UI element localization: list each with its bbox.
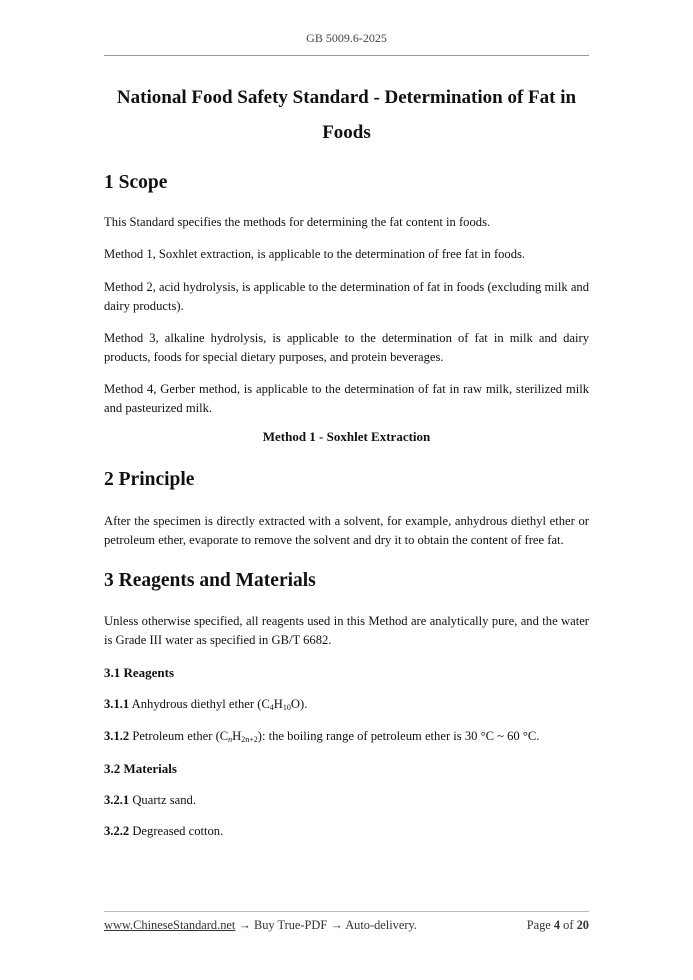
material-item	[104, 791, 589, 810]
document-title	[104, 80, 589, 150]
subscript: 4	[269, 703, 274, 712]
subscript: 2n+2	[241, 735, 258, 744]
buy-text: Buy True-PDF	[253, 918, 328, 932]
paragraph: After the specimen is directly extracted with a solvent, for example, anhydrous diethyl ether or petroleum ether, evaporate to remove the solvent and dry it to obtain the content of free fat.	[104, 514, 589, 547]
arrow-icon: →	[235, 918, 254, 932]
text: ): the boiling range of petroleum ether is 30 °C ~ 60 °C.	[257, 729, 540, 743]
paragraph: This Standard specifies the methods for determining the fat content in foods.	[104, 215, 491, 229]
paragraph: Method 4, Gerber method, is applicable to the determination of fat in raw milk, sterilized milk and pasteurized milk.	[104, 382, 589, 415]
arrow-icon: →	[327, 918, 346, 932]
text: Petroleum ether (C	[129, 729, 229, 743]
page-indicator	[527, 918, 589, 933]
text: H	[232, 729, 242, 743]
reagent-item	[104, 695, 589, 718]
total-pages: 20	[576, 918, 589, 932]
reagent-item	[104, 727, 589, 750]
section-heading-scope: 1 Scope	[104, 172, 168, 193]
subscript: n	[228, 735, 233, 744]
title-line-1: National Food Safety Standard - Determination of Fat in	[116, 87, 577, 108]
footer	[104, 918, 589, 933]
subsection-heading-reagents: 3.1 Reagents	[104, 665, 175, 680]
title-line-2: Foods	[322, 122, 371, 143]
website-link[interactable]: www.ChineseStandard.net	[104, 918, 236, 932]
document-code-header: GB 5009.6-2025	[306, 31, 387, 45]
material-item	[104, 822, 589, 841]
paragraph: Method 3, alkaline hydrolysis, is applicable to the determination of fat in milk and dairy products, foods for special dietary purposes, and protein beverages.	[104, 331, 589, 364]
of-label: of	[560, 918, 577, 932]
item-number: 3.2.2	[104, 824, 130, 838]
subscript: 10	[282, 703, 291, 712]
text: O).	[290, 697, 308, 711]
auto-delivery-text: Auto-delivery.	[345, 918, 417, 932]
text: Quartz sand.	[129, 793, 196, 807]
current-page: 4	[553, 918, 561, 932]
section-heading-reagents-materials: 3 Reagents and Materials	[104, 570, 316, 591]
subsection-heading-materials: 3.2 Materials	[104, 761, 177, 776]
header-divider	[104, 55, 589, 56]
item-number: 3.2.1	[104, 793, 130, 807]
method-heading: Method 1 - Soxhlet Extraction	[262, 429, 431, 444]
paragraph: Unless otherwise specified, all reagents used in this Method are analytically pure, and the water is Grade III water as specified in GB/T 6682.	[104, 614, 589, 647]
footer-divider	[104, 911, 589, 912]
item-number: 3.1.1	[104, 697, 130, 711]
text: Anhydrous diethyl ether (C	[129, 697, 270, 711]
section-heading-principle: 2 Principle	[104, 469, 195, 490]
item-number: 3.1.2	[104, 729, 130, 743]
footer-promo	[104, 918, 417, 933]
text: H	[273, 697, 283, 711]
text: Degreased cotton.	[129, 824, 224, 838]
paragraph: Method 1, Soxhlet extraction, is applicable to the determination of free fat in foods.	[104, 247, 526, 261]
paragraph: Method 2, acid hydrolysis, is applicable to the determination of fat in foods (excluding milk and dairy products).	[104, 280, 589, 313]
page-label: Page	[526, 918, 554, 932]
